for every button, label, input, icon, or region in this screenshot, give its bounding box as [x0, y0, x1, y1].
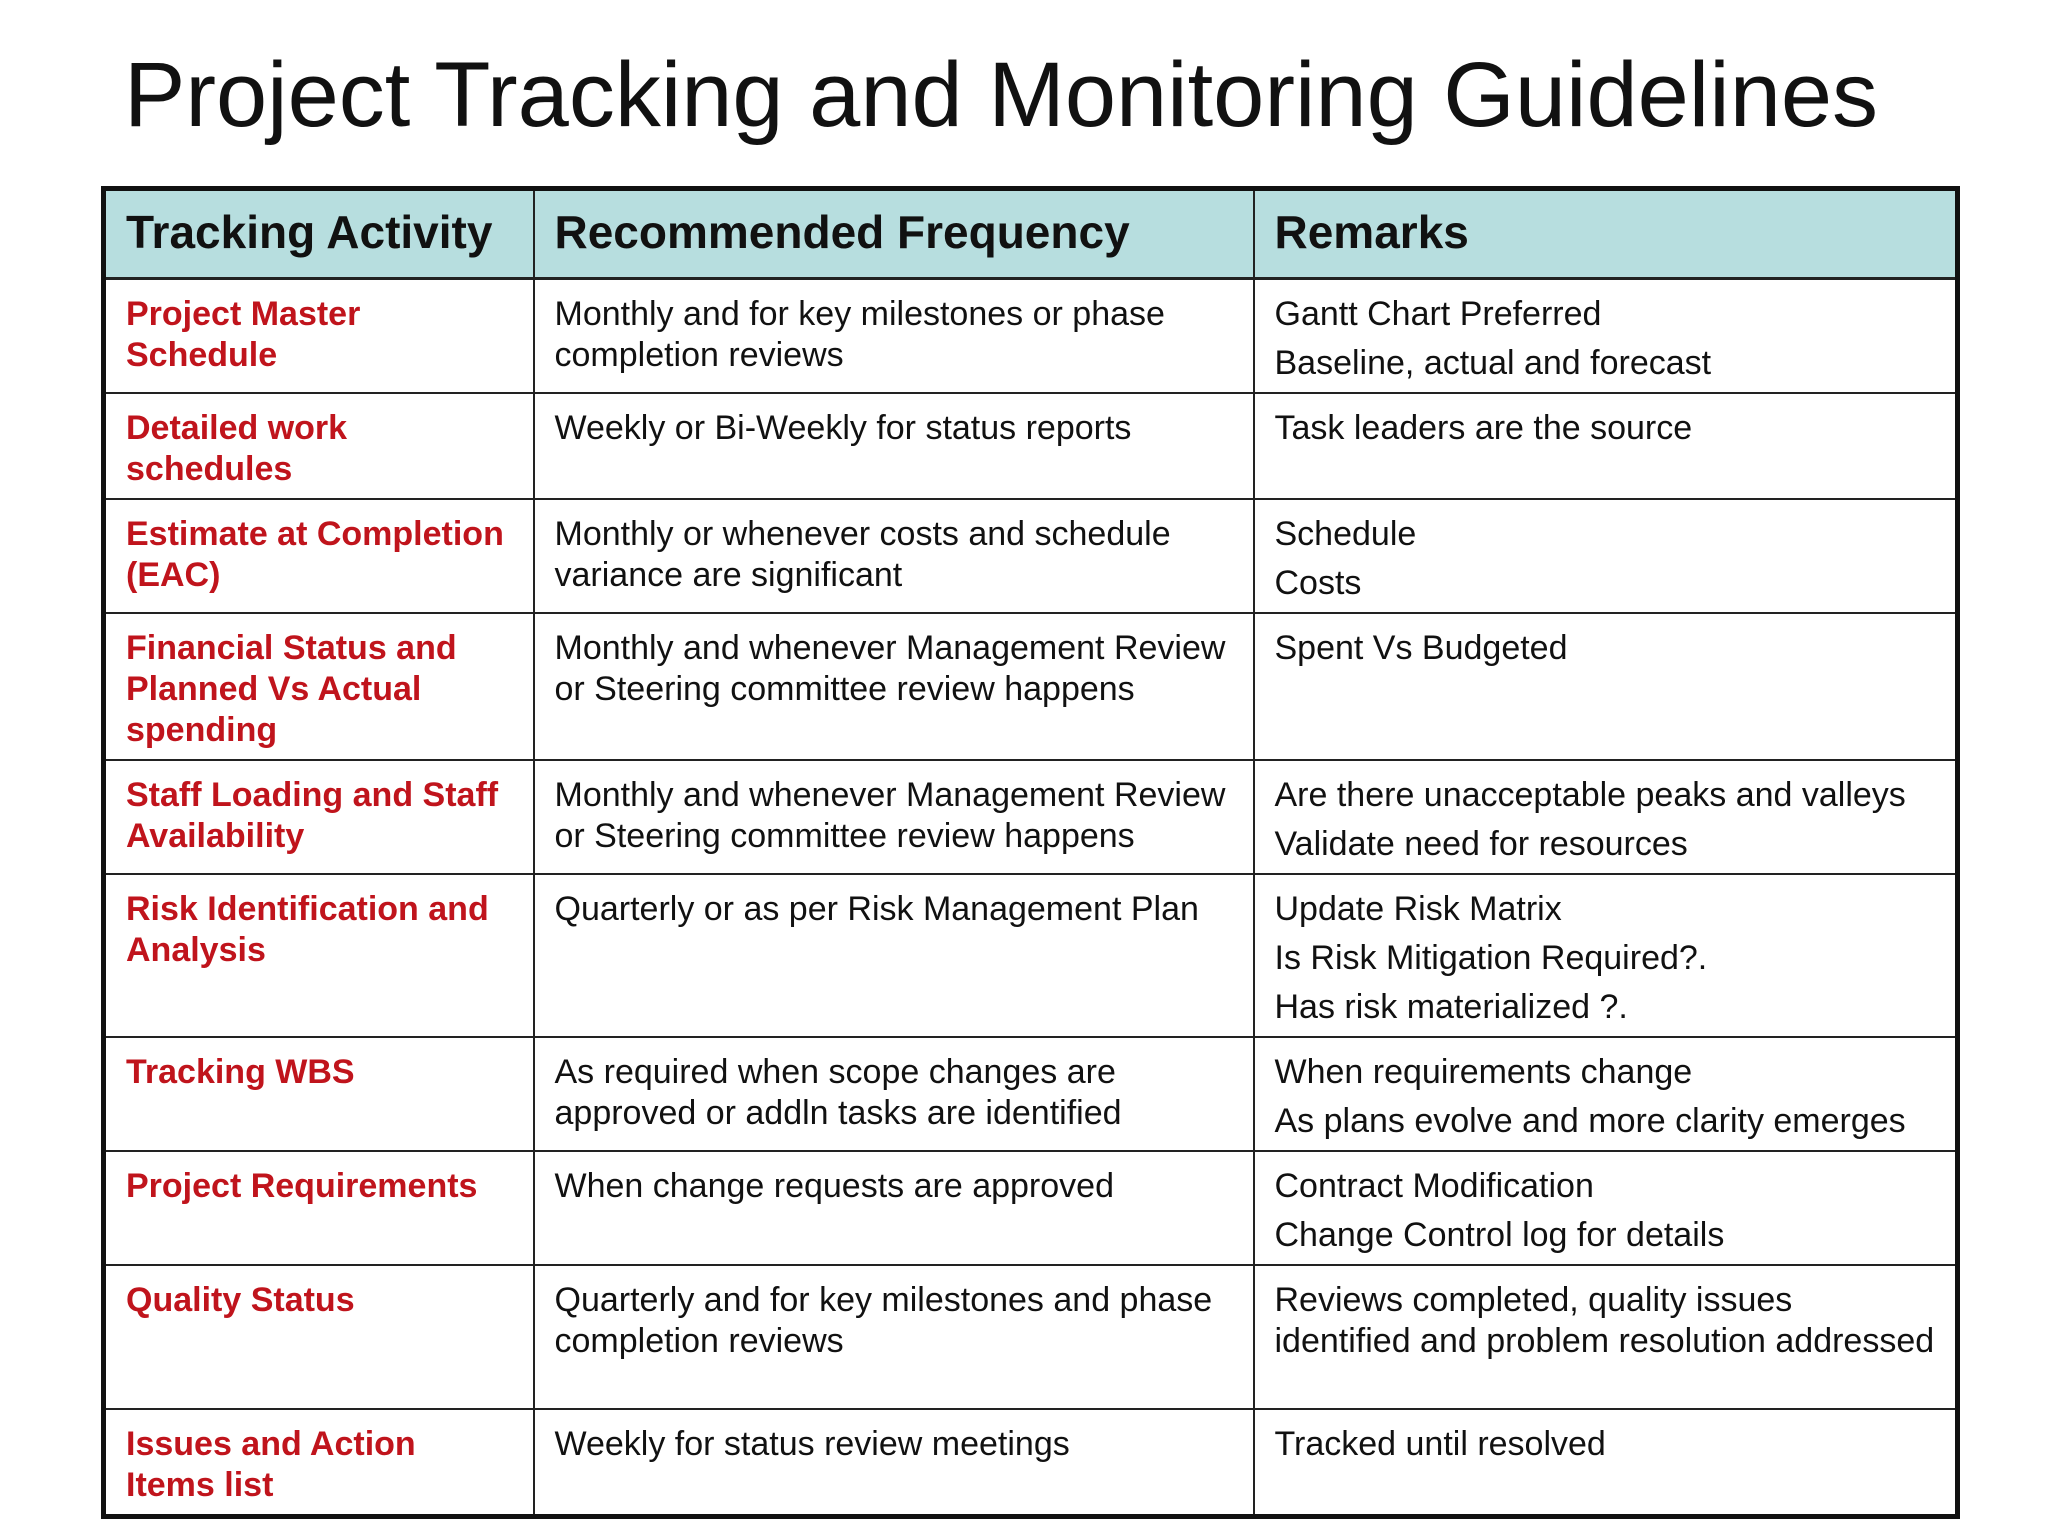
remark-line: Gantt Chart Preferred: [1274, 295, 1602, 333]
table-row: [104, 1409, 1958, 1517]
activity-cell: Quality Status: [104, 1265, 534, 1409]
activity-cell: Risk Identification and Analysis: [104, 874, 534, 1037]
activity-cell: Staff Loading and Staff Availability: [104, 760, 534, 874]
remark-line: Costs: [1274, 564, 1362, 602]
table-row: [104, 1037, 1958, 1151]
remarks-cell: [1254, 1037, 1958, 1151]
table-row: [104, 613, 1958, 760]
frequency-cell: As required when scope changes are approved or addln tasks are identified: [534, 1037, 1254, 1151]
remarks-cell: [1254, 1265, 1958, 1409]
table-row: [104, 760, 1958, 874]
guidelines-table: [101, 186, 1960, 1519]
remark-line: Validate need for resources: [1274, 825, 1688, 863]
table-row: [104, 1265, 1958, 1409]
remark-line: Reviews completed, quality issues identified and problem resolution addressed: [1274, 1281, 1935, 1360]
page-title: Project Tracking and Monitoring Guidelines: [124, 44, 1879, 146]
remarks-cell: [1254, 1409, 1958, 1517]
table-row: [104, 874, 1958, 1037]
remark-line: Baseline, actual and forecast: [1274, 344, 1712, 382]
remark-line: Update Risk Matrix: [1274, 890, 1562, 928]
frequency-cell: Weekly or Bi-Weekly for status reports: [534, 393, 1254, 499]
activity-cell: Project Master Schedule: [104, 279, 534, 394]
frequency-cell: Monthly or whenever costs and schedule variance are significant: [534, 499, 1254, 613]
remark-line: Change Control log for details: [1274, 1216, 1725, 1254]
remark-line: When requirements change: [1274, 1053, 1693, 1091]
table-row: [104, 499, 1958, 613]
remark-line: Spent Vs Budgeted: [1274, 629, 1568, 667]
table-body: [104, 279, 1958, 1517]
frequency-cell: Quarterly and for key milestones and phase completion reviews: [534, 1265, 1254, 1409]
activity-cell: Project Requirements: [104, 1151, 534, 1265]
table-row: [104, 393, 1958, 499]
remark-line: Is Risk Mitigation Required?.: [1274, 939, 1708, 977]
frequency-cell: Quarterly or as per Risk Management Plan: [534, 874, 1254, 1037]
frequency-cell: Weekly for status review meetings: [534, 1409, 1254, 1517]
remarks-cell: [1254, 1151, 1958, 1265]
remarks-cell: [1254, 760, 1958, 874]
remarks-cell: [1254, 613, 1958, 760]
activity-cell: Tracking WBS: [104, 1037, 534, 1151]
remark-line: Contract Modification: [1274, 1167, 1594, 1205]
activity-cell: Detailed work schedules: [104, 393, 534, 499]
remarks-cell: [1254, 279, 1958, 394]
table-header: [104, 189, 1958, 279]
remark-line: Schedule: [1274, 515, 1417, 553]
frequency-cell: Monthly and whenever Management Review or Steering committee review happens: [534, 613, 1254, 760]
frequency-cell: When change requests are approved: [534, 1151, 1254, 1265]
remarks-cell: [1254, 499, 1958, 613]
remark-line: Are there unacceptable peaks and valleys: [1274, 776, 1906, 814]
remarks-cell: [1254, 874, 1958, 1037]
remark-line: Task leaders are the source: [1274, 409, 1693, 447]
activity-cell: Issues and Action Items list: [104, 1409, 534, 1517]
table-row: [104, 279, 1958, 394]
header-row: [104, 189, 1958, 279]
header-remarks: Remarks: [1254, 189, 1958, 279]
remark-line: Tracked until resolved: [1274, 1425, 1606, 1463]
table-row: [104, 1151, 1958, 1265]
header-recommended-frequency: Recommended Frequency: [534, 189, 1254, 279]
header-tracking-activity: Tracking Activity: [104, 189, 534, 279]
remark-line: Has risk materialized ?.: [1274, 988, 1628, 1026]
activity-cell: Estimate at Completion (EAC): [104, 499, 534, 613]
remarks-cell: [1254, 393, 1958, 499]
frequency-cell: Monthly and for key milestones or phase completion reviews: [534, 279, 1254, 394]
activity-cell: Financial Status and Planned Vs Actual spending: [104, 613, 534, 760]
frequency-cell: Monthly and whenever Management Review or Steering committee review happens: [534, 760, 1254, 874]
remark-line: As plans evolve and more clarity emerges: [1274, 1102, 1906, 1140]
